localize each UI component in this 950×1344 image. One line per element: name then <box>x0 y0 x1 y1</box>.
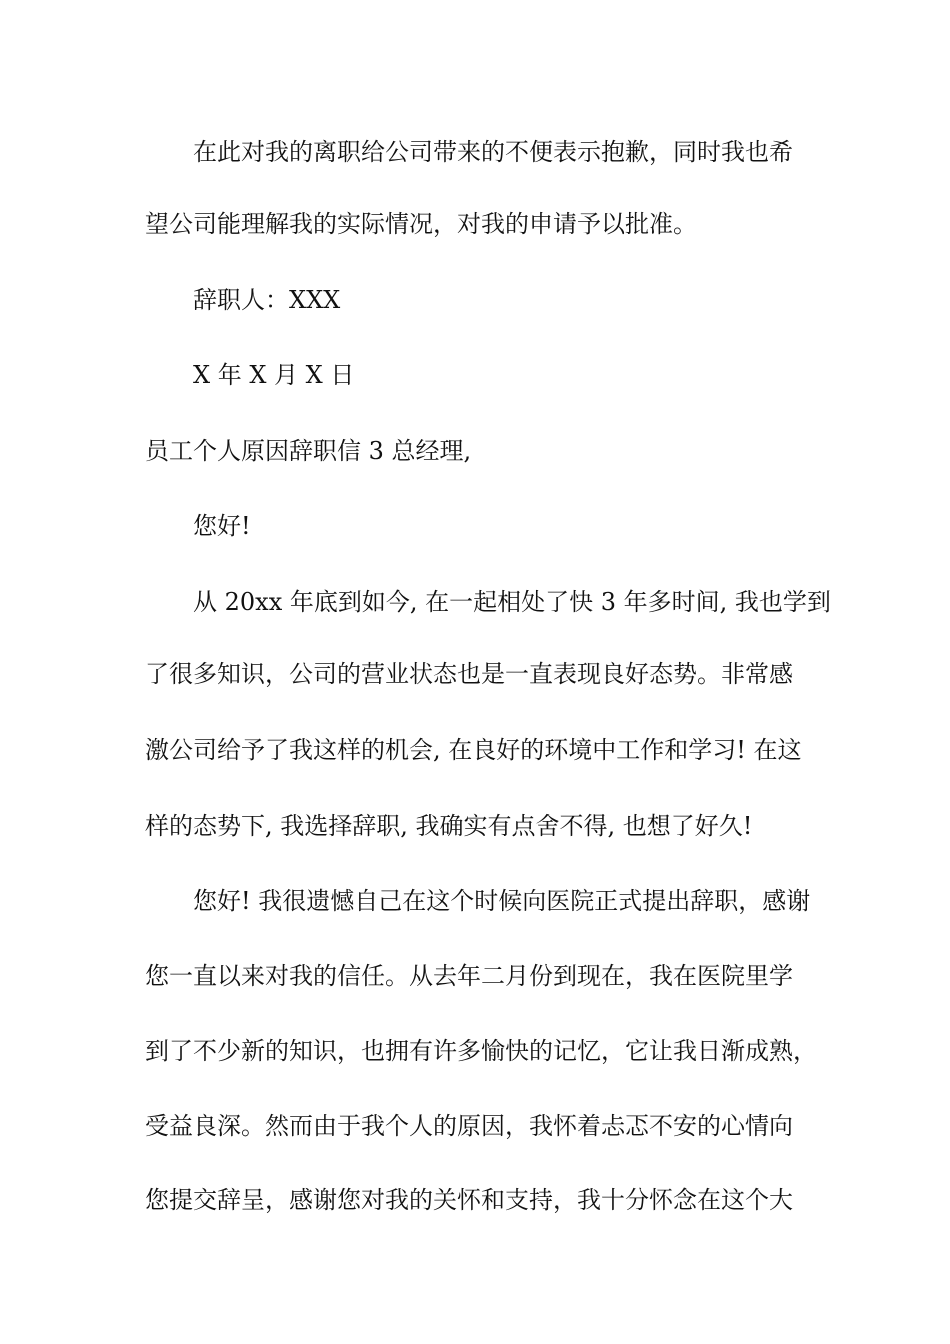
date-line: X 年 X 月 X 日 <box>193 361 355 389</box>
paragraph-apology-line-2: 望公司能理解我的实际情况，对我的申请予以批准。 <box>145 210 697 238</box>
paragraph-body-line-1: 从 20xx 年底到如今, 在一起相处了快 3 年多时间, 我也学到 <box>193 588 831 616</box>
letter-heading: 员工个人原因辞职信 3 总经理, <box>145 437 472 465</box>
paragraph-body-line-2: 了很多知识，公司的营业状态也是一直表现良好态势。非常感 <box>145 660 793 688</box>
signature-line: 辞职人：XXX <box>193 286 341 314</box>
paragraph-hospital-line-3: 到了不少新的知识，也拥有许多愉快的记忆，它让我日渐成熟， <box>145 1037 817 1065</box>
paragraph-body-line-4: 样的态势下, 我选择辞职, 我确实有点舍不得, 也想了好久! <box>145 812 753 840</box>
paragraph-hospital-line-5: 您提交辞呈，感谢您对我的关怀和支持，我十分怀念在这个大 <box>145 1186 793 1214</box>
greeting-line: 您好! <box>193 512 251 540</box>
paragraph-hospital-line-2: 您一直以来对我的信任。从去年二月份到现在，我在医院里学 <box>145 962 793 990</box>
paragraph-hospital-line-1: 您好! 我很遗憾自己在这个时候向医院正式提出辞职，感谢 <box>193 887 811 915</box>
paragraph-body-line-3: 激公司给予了我这样的机会, 在良好的环境中工作和学习! 在这 <box>145 736 802 764</box>
paragraph-apology-line-1: 在此对我的离职给公司带来的不便表示抱歉，同时我也希 <box>193 138 793 166</box>
paragraph-hospital-line-4: 受益良深。然而由于我个人的原因，我怀着忐忑不安的心情向 <box>145 1112 793 1140</box>
